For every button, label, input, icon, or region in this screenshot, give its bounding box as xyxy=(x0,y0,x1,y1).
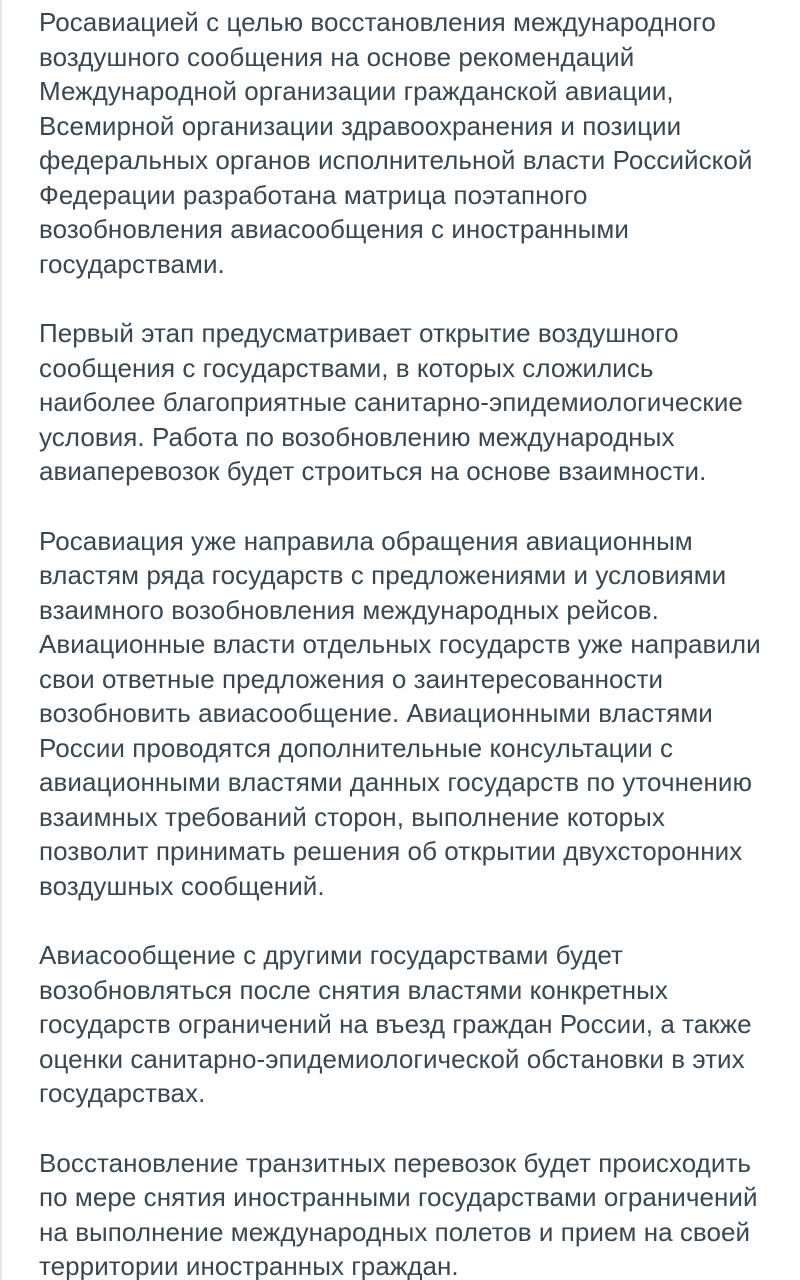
article-paragraph-3: Росавиация уже направила обращения авиационным властям ряда государств с предложениями и условиями взаимного возобновления международных рейсов. Авиационные власти отдельных государств уже направили свои ответные предложения о заинтересованности возобновить авиасообщение. Авиационными властями России проводятся дополнительные консультации с авиационными властями данных государств по уточнению взаимных требований сторон, выполнение которых позволит принимать решения об открытии двухсторонних воздушных сообщений. xyxy=(39,525,761,901)
article-paragraph-5: Восстановление транзитных перевозок будет происходить по мере снятия иностранными государствами ограничений на выполнение международных полетов и прием на своей территории иностранных граждан. xyxy=(39,1147,758,1280)
article-paragraph-4: Авиасообщение с другими государствами будет возобновляться после снятия властями конкретных государств ограничений на въезд граждан России, а также оценки санитарно-эпидемиологической обстановки в этих государствах. xyxy=(39,940,752,1108)
article-paragraph-1: Росавиацией с целью восстановления международного воздушного сообщения на основе рекомендаций Международной организации гражданской авиации, Всемирной организации здравоохранения и позиции федеральных органов исполнительной власти Российской Федерации разработана матрица поэтапного возобновления авиасообщения с иностранными государствами. xyxy=(39,7,753,279)
left-divider xyxy=(0,0,2,1280)
article-paragraph-2: Первый этап предусматривает открытие воздушного сообщения с государствами, в которых сложились наиболее благоприятные санитарно-эпидемиологические условия. Работа по возобновлению международных авиаперевозок будет строиться на основе взаимности. xyxy=(39,318,743,486)
article-body xyxy=(39,5,774,1280)
